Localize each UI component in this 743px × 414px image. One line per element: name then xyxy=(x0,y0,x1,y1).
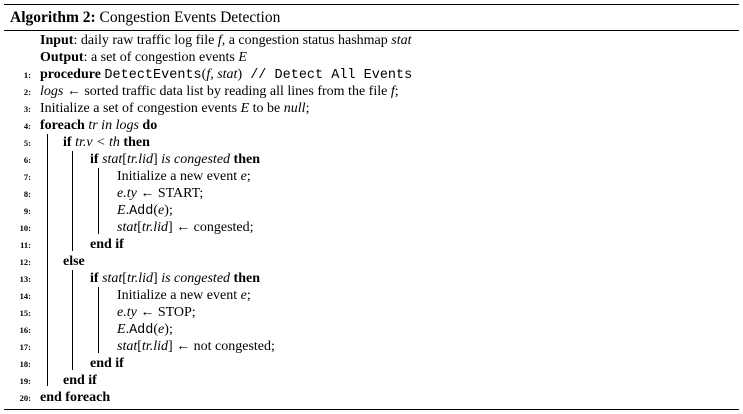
code-line: 13: if stat[tr.lid] is congested then xyxy=(4,270,739,287)
line-number: 13: xyxy=(19,274,31,284)
var-f: f xyxy=(206,67,211,82)
keyword-foreach: foreach xyxy=(40,118,85,133)
var-stat: stat xyxy=(217,67,238,82)
code-line xyxy=(4,253,739,270)
input-text: : daily raw traffic log file xyxy=(73,33,218,48)
line-number: 20: xyxy=(19,393,31,403)
comma: , xyxy=(210,67,218,82)
line-number: 11: xyxy=(20,240,31,250)
keyword-procedure: procedure xyxy=(40,67,101,82)
assign-arrow: ← xyxy=(172,339,194,354)
condition: is congested xyxy=(157,271,234,286)
value-not-congested: not congested; xyxy=(193,339,275,354)
keyword-then: then xyxy=(123,135,150,150)
code-line xyxy=(4,185,739,202)
keyword-then: then xyxy=(233,152,260,167)
line-number: 19: xyxy=(19,376,31,386)
paren: ( xyxy=(201,67,207,82)
code-line xyxy=(4,287,739,304)
code-line: 9: E.Add(e); xyxy=(4,202,739,219)
code-line xyxy=(4,236,739,253)
var-e: e xyxy=(240,169,247,184)
code-line xyxy=(4,389,739,406)
statement-text: Initialize a set of congestion events xyxy=(40,101,241,116)
input-label: Input xyxy=(40,33,74,48)
condition: is congested xyxy=(157,152,234,167)
line-number: 2: xyxy=(23,87,31,97)
code-line xyxy=(4,66,739,83)
line-number: 5: xyxy=(23,138,31,148)
var-E: E xyxy=(117,203,126,218)
statement-text: ← sorted traffic data list by reading all lines from the file xyxy=(63,84,391,99)
var-tr-lid: tr.lid xyxy=(126,152,154,167)
line-number: 18: xyxy=(19,359,31,369)
semicolon: ; xyxy=(394,84,399,99)
var-e: e xyxy=(240,288,247,303)
var-stat: stat xyxy=(102,152,123,167)
code-line xyxy=(4,134,739,151)
value-start: START; xyxy=(157,186,204,201)
code-line xyxy=(4,117,739,134)
assign-arrow: ← xyxy=(172,220,194,235)
procedure-name: DetectEvents xyxy=(104,68,202,83)
code-line xyxy=(4,168,739,185)
semicolon: ; xyxy=(168,203,173,218)
line-number: 15: xyxy=(19,308,31,318)
code-line xyxy=(4,304,739,321)
output-text: : a set of congestion events xyxy=(83,50,239,65)
condition: tr.v < th xyxy=(71,135,124,150)
paren: ) xyxy=(237,67,243,82)
statement-text: Initialize a new event xyxy=(117,288,241,303)
input-f: f xyxy=(217,33,222,48)
method-add: Add xyxy=(129,204,154,219)
var-tr-lid: tr.lid xyxy=(141,339,168,354)
output-label: Output xyxy=(40,50,84,65)
var-E: E xyxy=(240,101,250,116)
keyword-do: do xyxy=(142,118,158,133)
assign-arrow: ← xyxy=(136,305,158,320)
keyword-if: if xyxy=(90,271,99,286)
dot: . xyxy=(125,203,130,218)
code-line xyxy=(4,83,739,100)
statement-text: Initialize a new event xyxy=(117,169,241,184)
output-E: E xyxy=(238,50,247,65)
var-stat: stat xyxy=(102,271,123,286)
code-line: 10: stat[tr.lid] ← congested; xyxy=(4,219,739,236)
statement-text: to be xyxy=(249,101,284,116)
loop-expression: tr in logs xyxy=(84,118,143,133)
output-line xyxy=(4,49,739,66)
keyword-end-if: end if xyxy=(63,373,97,388)
keyword-else: else xyxy=(63,254,85,269)
code-line: 17: stat[tr.lid] ← not congested; xyxy=(4,338,739,355)
algorithm-label: Algorithm 2: xyxy=(10,9,96,26)
var-e-ty: e.ty xyxy=(117,186,137,201)
value-congested: congested; xyxy=(193,220,254,235)
line-number: 16: xyxy=(19,325,31,335)
code-line xyxy=(4,355,739,372)
var-f: f xyxy=(390,84,395,99)
var-null: null xyxy=(283,101,306,116)
line-number: 3: xyxy=(23,104,31,114)
value-stop: STOP; xyxy=(157,305,196,320)
code-line: 16: E.Add(e); xyxy=(4,321,739,338)
line-number: 17: xyxy=(19,342,31,352)
var-E: E xyxy=(117,322,126,337)
line-number: 8: xyxy=(23,189,31,199)
input-mid: , a congestion status hashmap xyxy=(221,33,392,48)
line-number: 14: xyxy=(19,291,31,301)
algorithm-header xyxy=(4,5,739,31)
var-e: e xyxy=(158,322,165,337)
var-stat: stat xyxy=(117,220,138,235)
assign-arrow: ← xyxy=(136,186,158,201)
code-line xyxy=(4,372,739,389)
var-tr-lid: tr.lid xyxy=(141,220,168,235)
line-number: 6: xyxy=(23,155,31,165)
line-number: 4: xyxy=(23,121,31,131)
line-number: 9: xyxy=(23,206,31,216)
algorithm-title: Congestion Events Detection xyxy=(99,9,281,26)
code-comment: // Detect All Events xyxy=(242,68,413,83)
keyword-if: if xyxy=(90,152,99,167)
var-stat: stat xyxy=(117,339,138,354)
semicolon: ; xyxy=(246,288,251,303)
line-number: 1: xyxy=(23,70,31,80)
semicolon: ; xyxy=(246,169,251,184)
var-tr-lid: tr.lid xyxy=(126,271,154,286)
var-logs: logs xyxy=(40,84,64,99)
code-line: 6: if stat[tr.lid] is congested then xyxy=(4,151,739,168)
input-stat: stat xyxy=(391,33,412,48)
keyword-if: if xyxy=(63,135,72,150)
keyword-end-if: end if xyxy=(90,237,124,252)
line-number: 12: xyxy=(19,257,31,267)
semicolon: ; xyxy=(305,101,310,116)
keyword-end-foreach: end foreach xyxy=(40,390,111,405)
line-number: 10: xyxy=(19,223,31,233)
semicolon: ; xyxy=(168,322,173,337)
keyword-end-if: end if xyxy=(90,356,124,371)
keyword-then: then xyxy=(233,271,260,286)
dot: . xyxy=(125,322,130,337)
input-line xyxy=(4,32,739,49)
line-number: 7: xyxy=(23,172,31,182)
algorithm-box xyxy=(4,4,739,410)
method-add: Add xyxy=(129,323,154,338)
code-line xyxy=(4,100,739,117)
var-e-ty: e.ty xyxy=(117,305,137,320)
var-e: e xyxy=(158,203,165,218)
